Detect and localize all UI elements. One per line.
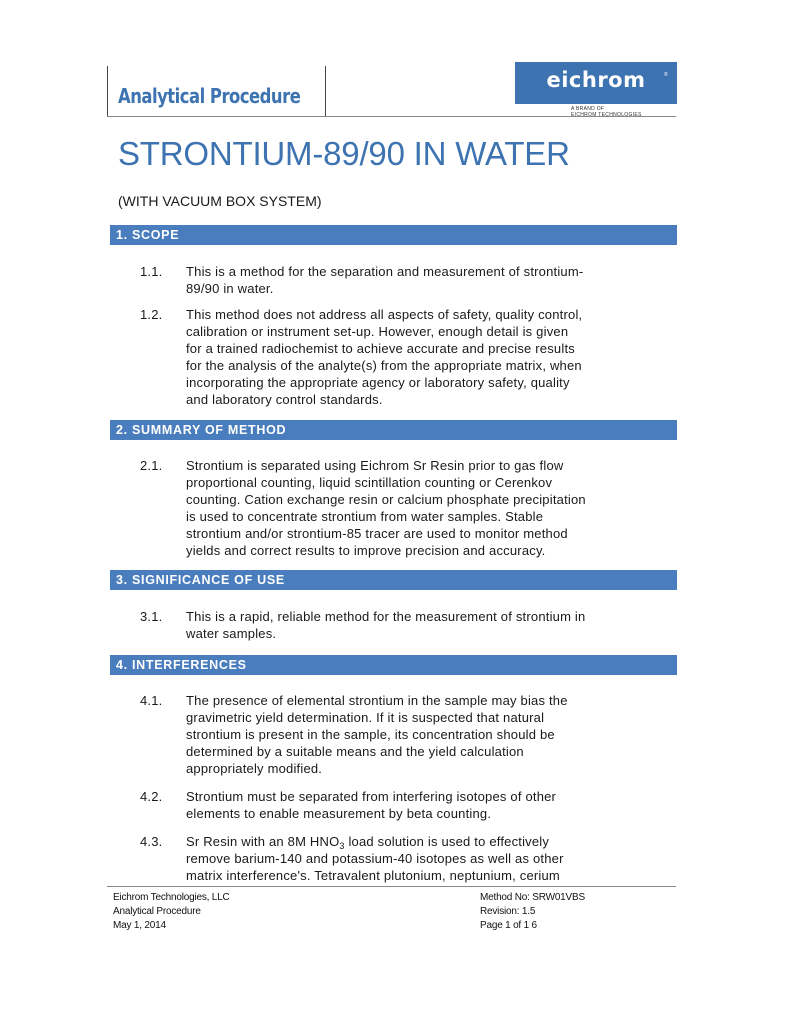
item-text-line: is used to concentrate strontium from water samples. Stable (186, 509, 544, 524)
header-left-rule (107, 66, 108, 116)
item-text-line: remove barium-140 and potassium-40 isotopes as well as other (186, 851, 564, 866)
section-heading-scope: 1. SCOPE (110, 225, 677, 245)
item-text-line: gravimetric yield determination. If it is suspected that natural (186, 710, 545, 725)
header-middle-rule (325, 66, 326, 116)
item-number: 4.3. (140, 834, 163, 849)
formula-subscript: 3 (339, 841, 345, 851)
footer-doc-type: Analytical Procedure (113, 906, 201, 917)
document-subtitle: (WITH VACUUM BOX SYSTEM) (118, 193, 322, 209)
item-text-line: calibration or instrument set-up. However, enough detail is given (186, 324, 569, 339)
item-text-line: This is a rapid, reliable method for the measurement of strontium in (186, 609, 586, 624)
item-text-line: Strontium is separated using Eichrom Sr Resin prior to gas flow (186, 458, 564, 473)
item-text-line: The presence of elemental strontium in the sample may bias the (186, 693, 568, 708)
logo-registered-mark: ® (664, 72, 668, 78)
footer-date: May 1, 2014 (113, 920, 166, 931)
item-number: 4.1. (140, 693, 163, 708)
brand-line-1: A BRAND OF (571, 106, 605, 112)
list-item (140, 457, 680, 559)
eichrom-logo (515, 62, 677, 104)
item-text-line: proportional counting, liquid scintillation counting or Cerenkov (186, 475, 553, 490)
footer-revision: Revision: 1.5 (480, 906, 536, 917)
item-number: 1.2. (140, 307, 163, 322)
item-number: 2.1. (140, 458, 163, 473)
item-text-line: incorporating the appropriate agency or laboratory safety, quality (186, 375, 570, 390)
list-item (140, 692, 680, 777)
item-text-line: water samples. (186, 626, 277, 641)
section-heading-interferences: 4. INTERFERENCES (110, 655, 677, 675)
list-item (140, 788, 680, 822)
item-text-line: for the analysis of the analyte(s) from the appropriate matrix, when (186, 358, 582, 373)
item-text-line: yields and correct results to improve precision and accuracy. (186, 543, 546, 558)
section-heading-significance: 3. SIGNIFICANCE OF USE (110, 570, 677, 590)
footer-company: Eichrom Technologies, LLC (113, 892, 230, 903)
item-text-line: determined by a suitable means and the yield calculation (186, 744, 524, 759)
item-text-line-with-formula (186, 833, 680, 850)
formula-suffix: load solution is used to effectively (344, 834, 550, 849)
item-text-line: matrix interference's. Tetravalent plutonium, neptunium, cerium (186, 868, 560, 883)
item-text-line: Strontium must be separated from interfering isotopes of other (186, 789, 557, 804)
item-text-line: 89/90 in water. (186, 281, 274, 296)
footer-page-number: Page 1 of 1 6 (480, 920, 537, 931)
item-text-line: appropriately modified. (186, 761, 323, 776)
item-number: 4.2. (140, 789, 163, 804)
item-text-line: for a trained radiochemist to achieve accurate and precise results (186, 341, 575, 356)
footer-method-no: Method No: SRW01VBS (480, 892, 585, 903)
item-text-line: strontium is present in the sample, its concentration should be (186, 727, 555, 742)
document-title: STRONTIUM-89/90 IN WATER (118, 135, 570, 172)
list-item (140, 833, 680, 884)
list-item (140, 263, 680, 297)
list-item (140, 608, 680, 642)
item-text-line: This method does not address all aspects of safety, quality control, (186, 307, 583, 322)
item-text-line: elements to enable measurement by beta counting. (186, 806, 492, 821)
logo-text: eichrom (546, 68, 646, 92)
item-number: 1.1. (140, 264, 163, 279)
formula-prefix: Sr Resin with an 8M HNO (186, 834, 340, 849)
item-text-line: strontium and/or strontium-85 tracer are used to monitor method (186, 526, 568, 541)
item-text-line: and laboratory control standards. (186, 392, 383, 407)
item-text-line: This is a method for the separation and measurement of strontium- (186, 264, 584, 279)
footer-rule (107, 886, 676, 887)
list-item (140, 306, 680, 408)
item-number: 3.1. (140, 609, 163, 624)
section-heading-summary: 2. SUMMARY OF METHOD (110, 420, 677, 440)
brand-line-2: EICHROM TECHNOLOGIES (571, 112, 642, 118)
header-title: Analytical Procedure (118, 84, 301, 108)
item-text-line: counting. Cation exchange resin or calcium phosphate precipitation (186, 492, 586, 507)
